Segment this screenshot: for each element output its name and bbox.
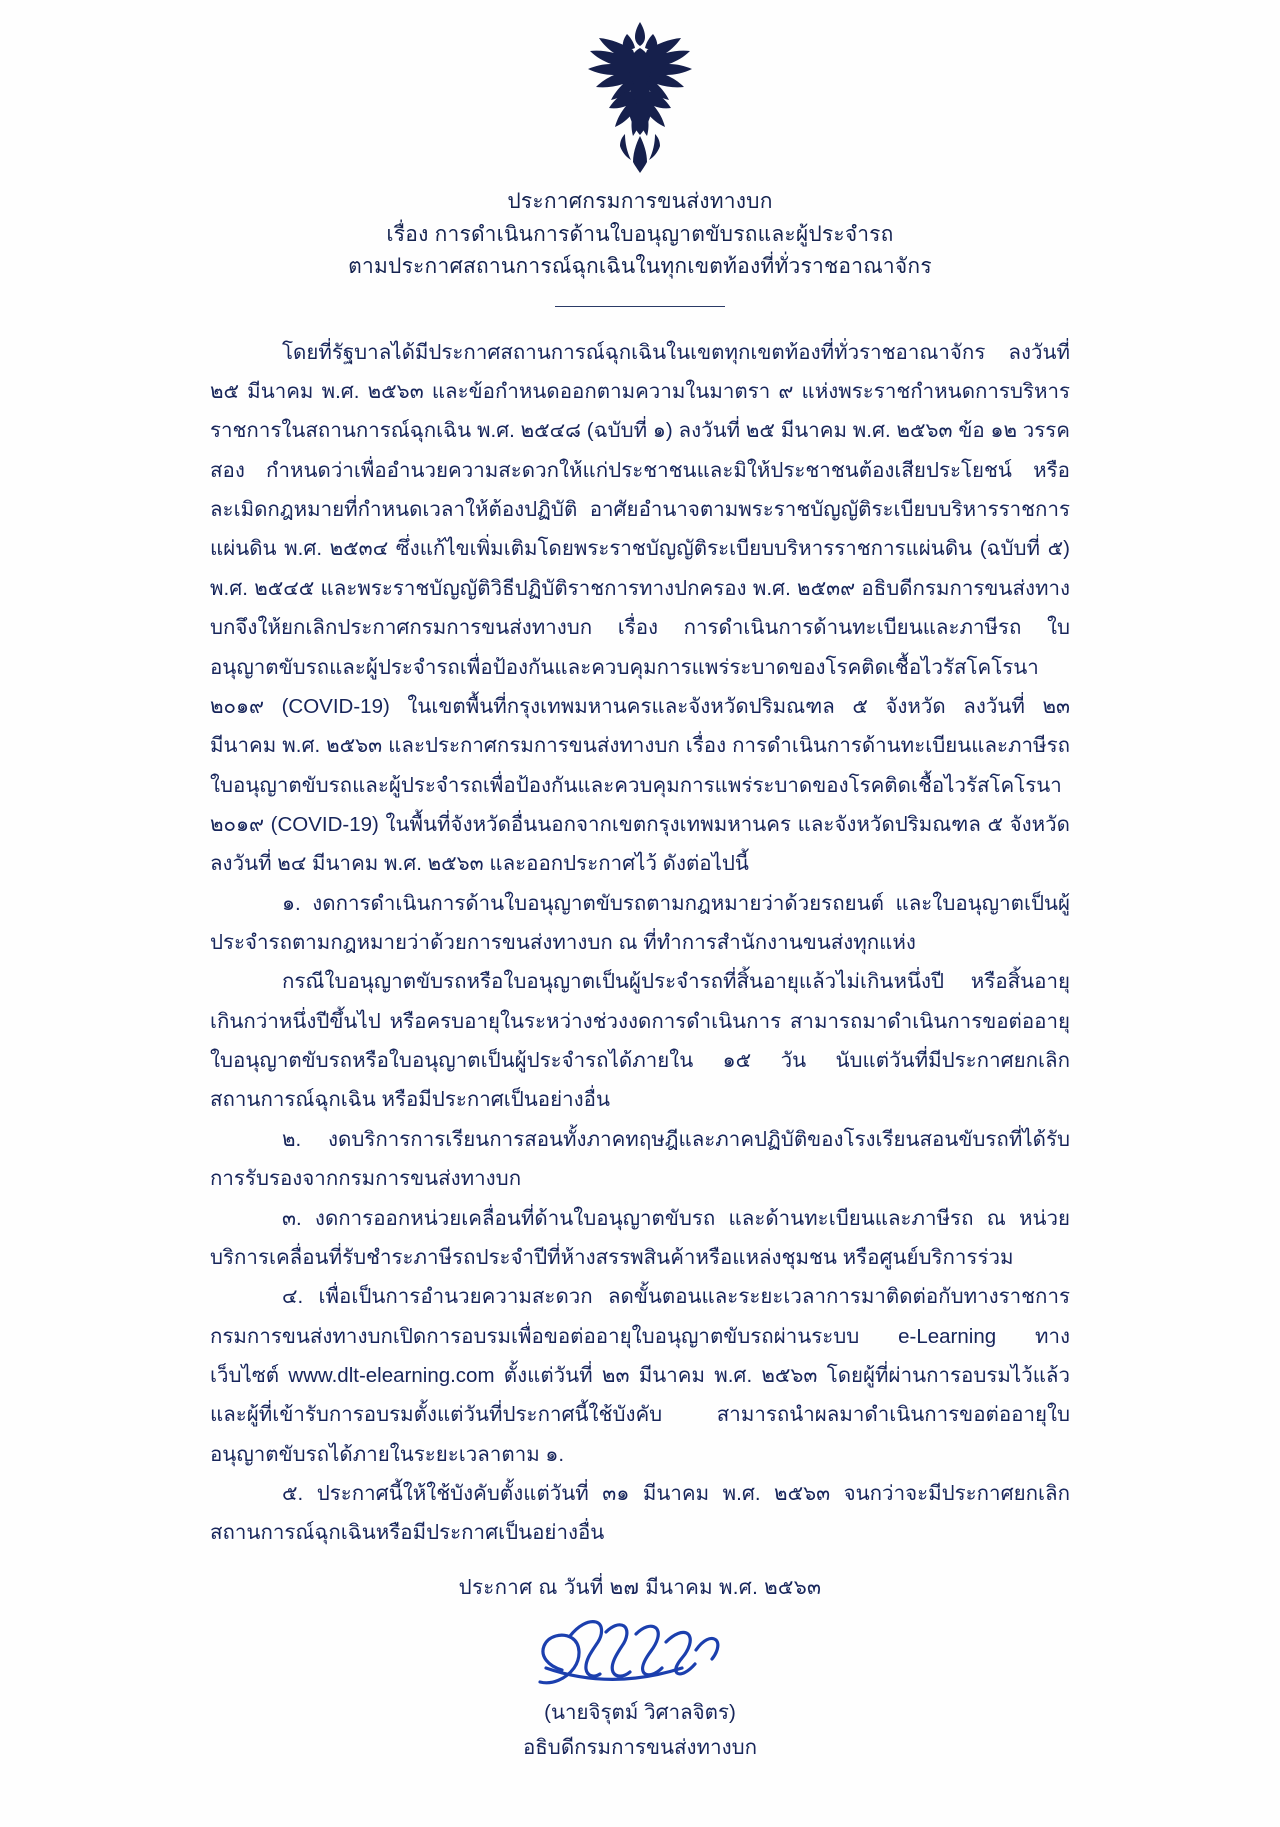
emblem-container bbox=[0, 0, 1280, 176]
paragraph-preamble: โดยที่รัฐบาลได้มีประกาศสถานการณ์ฉุกเฉินในเขตทุกเขตท้องที่ทั่วราชอาณาจักร ลงวันที่ ๒๕ มีนาคม พ.ศ. ๒๕๖๓ และข้อกำหนดออกตามความในมาตรา ๙ แห่งพระราชกำหนดการบริหารราชการในสถานการณ์ฉุกเฉิน พ.ศ. ๒๕๔๘ (ฉบับที่ ๑) ลงวันที่ ๒๕ มีนาคม พ.ศ. ๒๕๖๓ ข้อ ๑๒ วรรคสอง กำหนดว่าเพื่ออำนวยความสะดวกให้แก่ประชาชนและมิให้ประชาชนต้องเสียประโยชน์ หรือละเมิดกฎหมายที่กำหนดเวลาให้ต้องปฏิบัติ อาศัยอำนาจตามพระราชบัญญัติระเบียบบริหารราชการแผ่นดิน พ.ศ. ๒๕๓๔ ซึ่งแก้ไขเพิ่มเติมโดยพระราชบัญญัติระเบียบบริหารราชการแผ่นดิน (ฉบับที่ ๕) พ.ศ. ๒๕๔๕ และพระราชบัญญัติวิธีปฏิบัติราชการทางปกครอง พ.ศ. ๒๕๓๙ อธิบดีกรมการขนส่งทางบกจึงให้ยกเลิกประกาศกรมการขนส่งทางบก เรื่อง การดำเนินการด้านทะเบียนและภาษีรถ ใบอนุญาตขับรถและผู้ประจำรถเพื่อป้องกันและควบคุมการแพร่ระบาดของโรคติดเชื้อไวรัสโคโรนา ๒๐๑๙ (COVID-19) ในเขตพื้นที่กรุงเทพมหานครและจังหวัดปริมณฑล ๕ จังหวัด ลงวันที่ ๒๓ มีนาคม พ.ศ. ๒๕๖๓ และประกาศกรมการขนส่งทางบก เรื่อง การดำเนินการด้านทะเบียนและภาษีรถ ใบอนุญาตขับรถและผู้ประจำรถเพื่อป้องกันและควบคุมการแพร่ระบาดของโรคติดเชื้อไวรัสโคโรนา ๒๐๑๙ (COVID-19) ในพื้นที่จังหวัดอื่นนอกจากเขตกรุงเทพมหานคร และจังหวัดปริมณฑล ๕ จังหวัด ลงวันที่ ๒๔ มีนาคม พ.ศ. ๒๕๖๓ และออกประกาศไว้ ดังต่อไปนี้ bbox=[210, 340, 1070, 876]
paragraph-clause-1: ๑. งดการดำเนินการด้านใบอนุญาตขับรถตามกฎหมายว่าด้วยรถยนต์ และใบอนุญาตเป็นผู้ประจำรถตามกฎหมายว่าด้วยการขนส่งทางบก ณ ที่ทำการสำนักงานขนส่งทุกแห่ง bbox=[210, 891, 1070, 955]
signer-name: (นายจิรุตม์ วิศาลจิตร) bbox=[544, 1700, 736, 1724]
heading-line-3: ตามประกาศสถานการณ์ฉุกเฉินในทุกเขตท้องที่ทั่วราชอาณาจักร bbox=[348, 255, 932, 279]
paragraph-clause-5: ๕. ประกาศนี้ให้ใช้บังคับตั้งแต่วันที่ ๓๑ มีนาคม พ.ศ. ๒๕๖๓ จนกว่าจะมีประกาศยกเลิกสถานการณ์ฉุกเฉินหรือมีประกาศเป็นอย่างอื่น bbox=[210, 1482, 1070, 1545]
signature-container bbox=[0, 1608, 1280, 1696]
paragraph-clause-4: ๔. เพื่อเป็นการอำนวยความสะดวก ลดขั้นตอนและระยะเวลาการมาติดต่อกับทางราชการ กรมการขนส่งทางบกเปิดการอบรมเพื่อขอต่ออายุใบอนุญาตขับรถผ่านระบบ e-Learning ทางเว็บไซต์ www.dlt-elearning.com ตั้งแต่วันที่ ๒๓ มีนาคม พ.ศ. ๒๕๖๓ โดยผู้ที่ผ่านการอบรมไว้แล้ว และผู้ที่เข้ารับการอบรมตั้งแต่วันที่ประกาศนี้ใช้บังคับ สามารถนำผลมาดำเนินการขอต่ออายุใบอนุญาตขับรถได้ภายในระยะเวลาตาม ๑. bbox=[210, 1285, 1070, 1466]
paragraph-clause-3: ๓. งดการออกหน่วยเคลื่อนที่ด้านใบอนุญาตขับรถ และด้านทะเบียนและภาษีรถ ณ หน่วยบริการเคลื่อนที่รับชำระภาษีรถประจำปีที่ห้างสรรพสินค้าหรือแหล่งชุมชน หรือศูนย์บริการร่วม bbox=[210, 1206, 1070, 1269]
paragraph-clause-1-note: กรณีใบอนุญาตขับรถหรือใบอนุญาตเป็นผู้ประจำรถที่สิ้นอายุแล้วไม่เกินหนึ่งปี หรือสิ้นอายุเกินกว่าหนึ่งปีขึ้นไป หรือครบอายุในระหว่างช่วงงดการดำเนินการ สามารถมาดำเนินการขอต่ออายุใบอนุญาตขับรถหรือใบอนุญาตเป็นผู้ประจำรถได้ภายใน ๑๕ วัน นับแต่วันที่มีประกาศยกเลิกสถานการณ์ฉุกเฉิน หรือมีประกาศเป็นอย่างอื่น bbox=[210, 970, 1070, 1112]
heading-line-2: เรื่อง การดำเนินการด้านใบอนุญาตขับรถและผู้ประจำรถ bbox=[386, 222, 894, 246]
garuda-emblem-icon bbox=[565, 16, 715, 176]
signer-position: อธิบดีกรมการขนส่งทางบก bbox=[522, 1735, 758, 1759]
announcement-date: ประกาศ ณ วันที่ ๒๗ มีนาคม พ.ศ. ๒๕๖๓ bbox=[458, 1575, 822, 1599]
document-body bbox=[210, 333, 1070, 1553]
document-heading bbox=[0, 186, 1280, 284]
paragraph-clause-2: ๒. งดบริการการเรียนการสอนทั้งภาคทฤษฎีและภาคปฏิบัติของโรงเรียนสอนขับรถที่ได้รับการรับรองจากกรมการขนส่งทางบก bbox=[210, 1127, 1070, 1191]
heading-line-1: ประกาศกรมการขนส่งทางบก bbox=[507, 190, 773, 213]
heading-divider bbox=[555, 306, 725, 307]
handwritten-signature-icon bbox=[510, 1608, 770, 1696]
